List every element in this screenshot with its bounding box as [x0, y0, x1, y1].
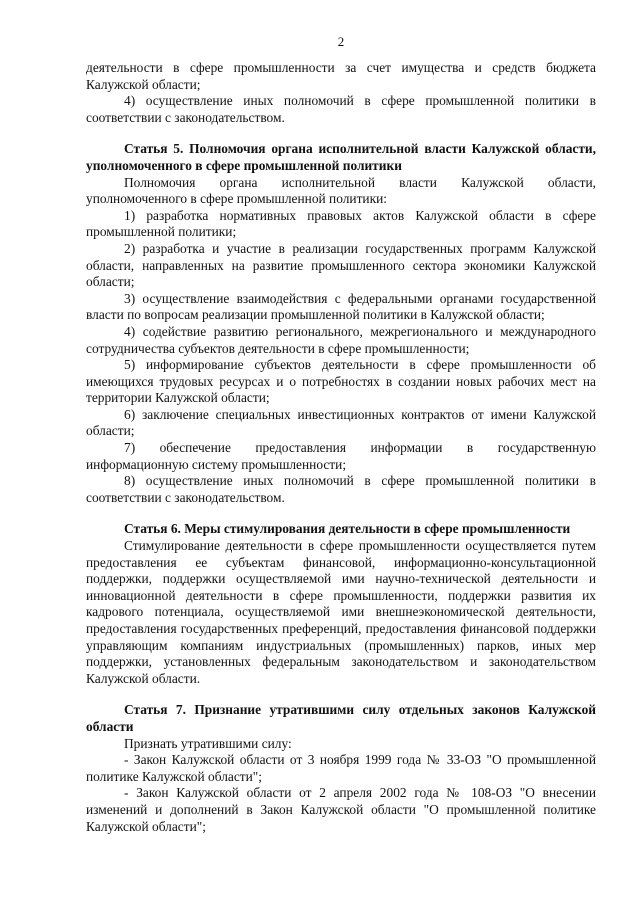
article5-item-4: 4) содействие развитию регионального, межрегионального и международного сотрудничества субъектов деятельности в сфере промышленности; — [86, 323, 596, 356]
document-body — [86, 60, 596, 835]
article5-intro: Полномочия органа исполнительной власти Калужской области, уполномоченного в сфере промышленной политики: — [86, 174, 596, 207]
article7-item-2: - Закон Калужской области от 2 апреля 2002 года № 108-ОЗ "О внесении изменений и дополнений в Закон Калужской области "О промышленной политике Калужской области"; — [86, 785, 596, 834]
article5-item-2: 2) разработка и участие в реализации государственных программ Калужской области, направленных на развитие промышленного сектора экономики Калужской области; — [86, 240, 596, 290]
article5-item-5: 5) информирование субъектов деятельности в сфере промышленности об имеющихся трудовых ресурсах и о потребностях в создании новых рабочих мест на территории Калужской области; — [86, 357, 596, 406]
article5-item-1: 1) разработка нормативных правовых актов Калужской области в сфере промышленной политики; — [86, 207, 596, 240]
article7-intro: Признать утратившими силу: — [124, 735, 292, 751]
article4-item3-continuation: деятельности в сфере промышленности за счет имущества и средств бюджета Калужской области; — [86, 60, 596, 92]
page-number: 2 — [337, 34, 345, 49]
article7-item-1: - Закон Калужской области от 3 ноября 1999 года № 33-ОЗ "О промышленной политике Калужской области"; — [86, 752, 596, 784]
article6-heading: Статья 6. Меры стимулирования деятельности в сфере промышленности — [124, 521, 571, 537]
article5-item-7: 7) обеспечение предоставления информации в государственную информационную систему промышленности; — [86, 440, 596, 472]
article7-heading: Статья 7. Признание утратившими силу отдельных законов Калужской области — [86, 702, 596, 734]
article5-item-8: 8) осуществление иных полномочий в сфере промышленной политики в соответствии с законодательством. — [86, 473, 596, 505]
article5-item-6: 6) заключение специальных инвестиционных контрактов от имени Калужской области; — [86, 406, 596, 439]
article5-item-3: 3) осуществление взаимодействия с федеральными органами государственной власти по вопросам реализации промышленной политики в Калужской области; — [86, 290, 596, 323]
article4-item4: 4) осуществление иных полномочий в сфере промышленной политики в соответствии с законодательством. — [86, 93, 596, 125]
article6-text: Стимулирование деятельности в сфере промышленности осуществляется путем предоставления ее субъектам финансовой, информационно-консультационной поддержки, поддержки осуществляемой ими научно-технической деятельности и инновационной деятельности в сфере промышленности, поддержки развития их кадрового потенциала, осуществляемой ими внешнеэкономической деятельности, предоставления государственных преференций, предоставления финансовой поддержки управляющим компаниям индустриальных (промышленных) парков, иных мер поддержки, установленных федеральным законодательством и законодательством Калужской области. — [86, 538, 596, 686]
article5-heading: Статья 5. Полномочия органа исполнительной власти Калужской области, уполномоченного в сфере промышленной политики — [86, 141, 596, 173]
